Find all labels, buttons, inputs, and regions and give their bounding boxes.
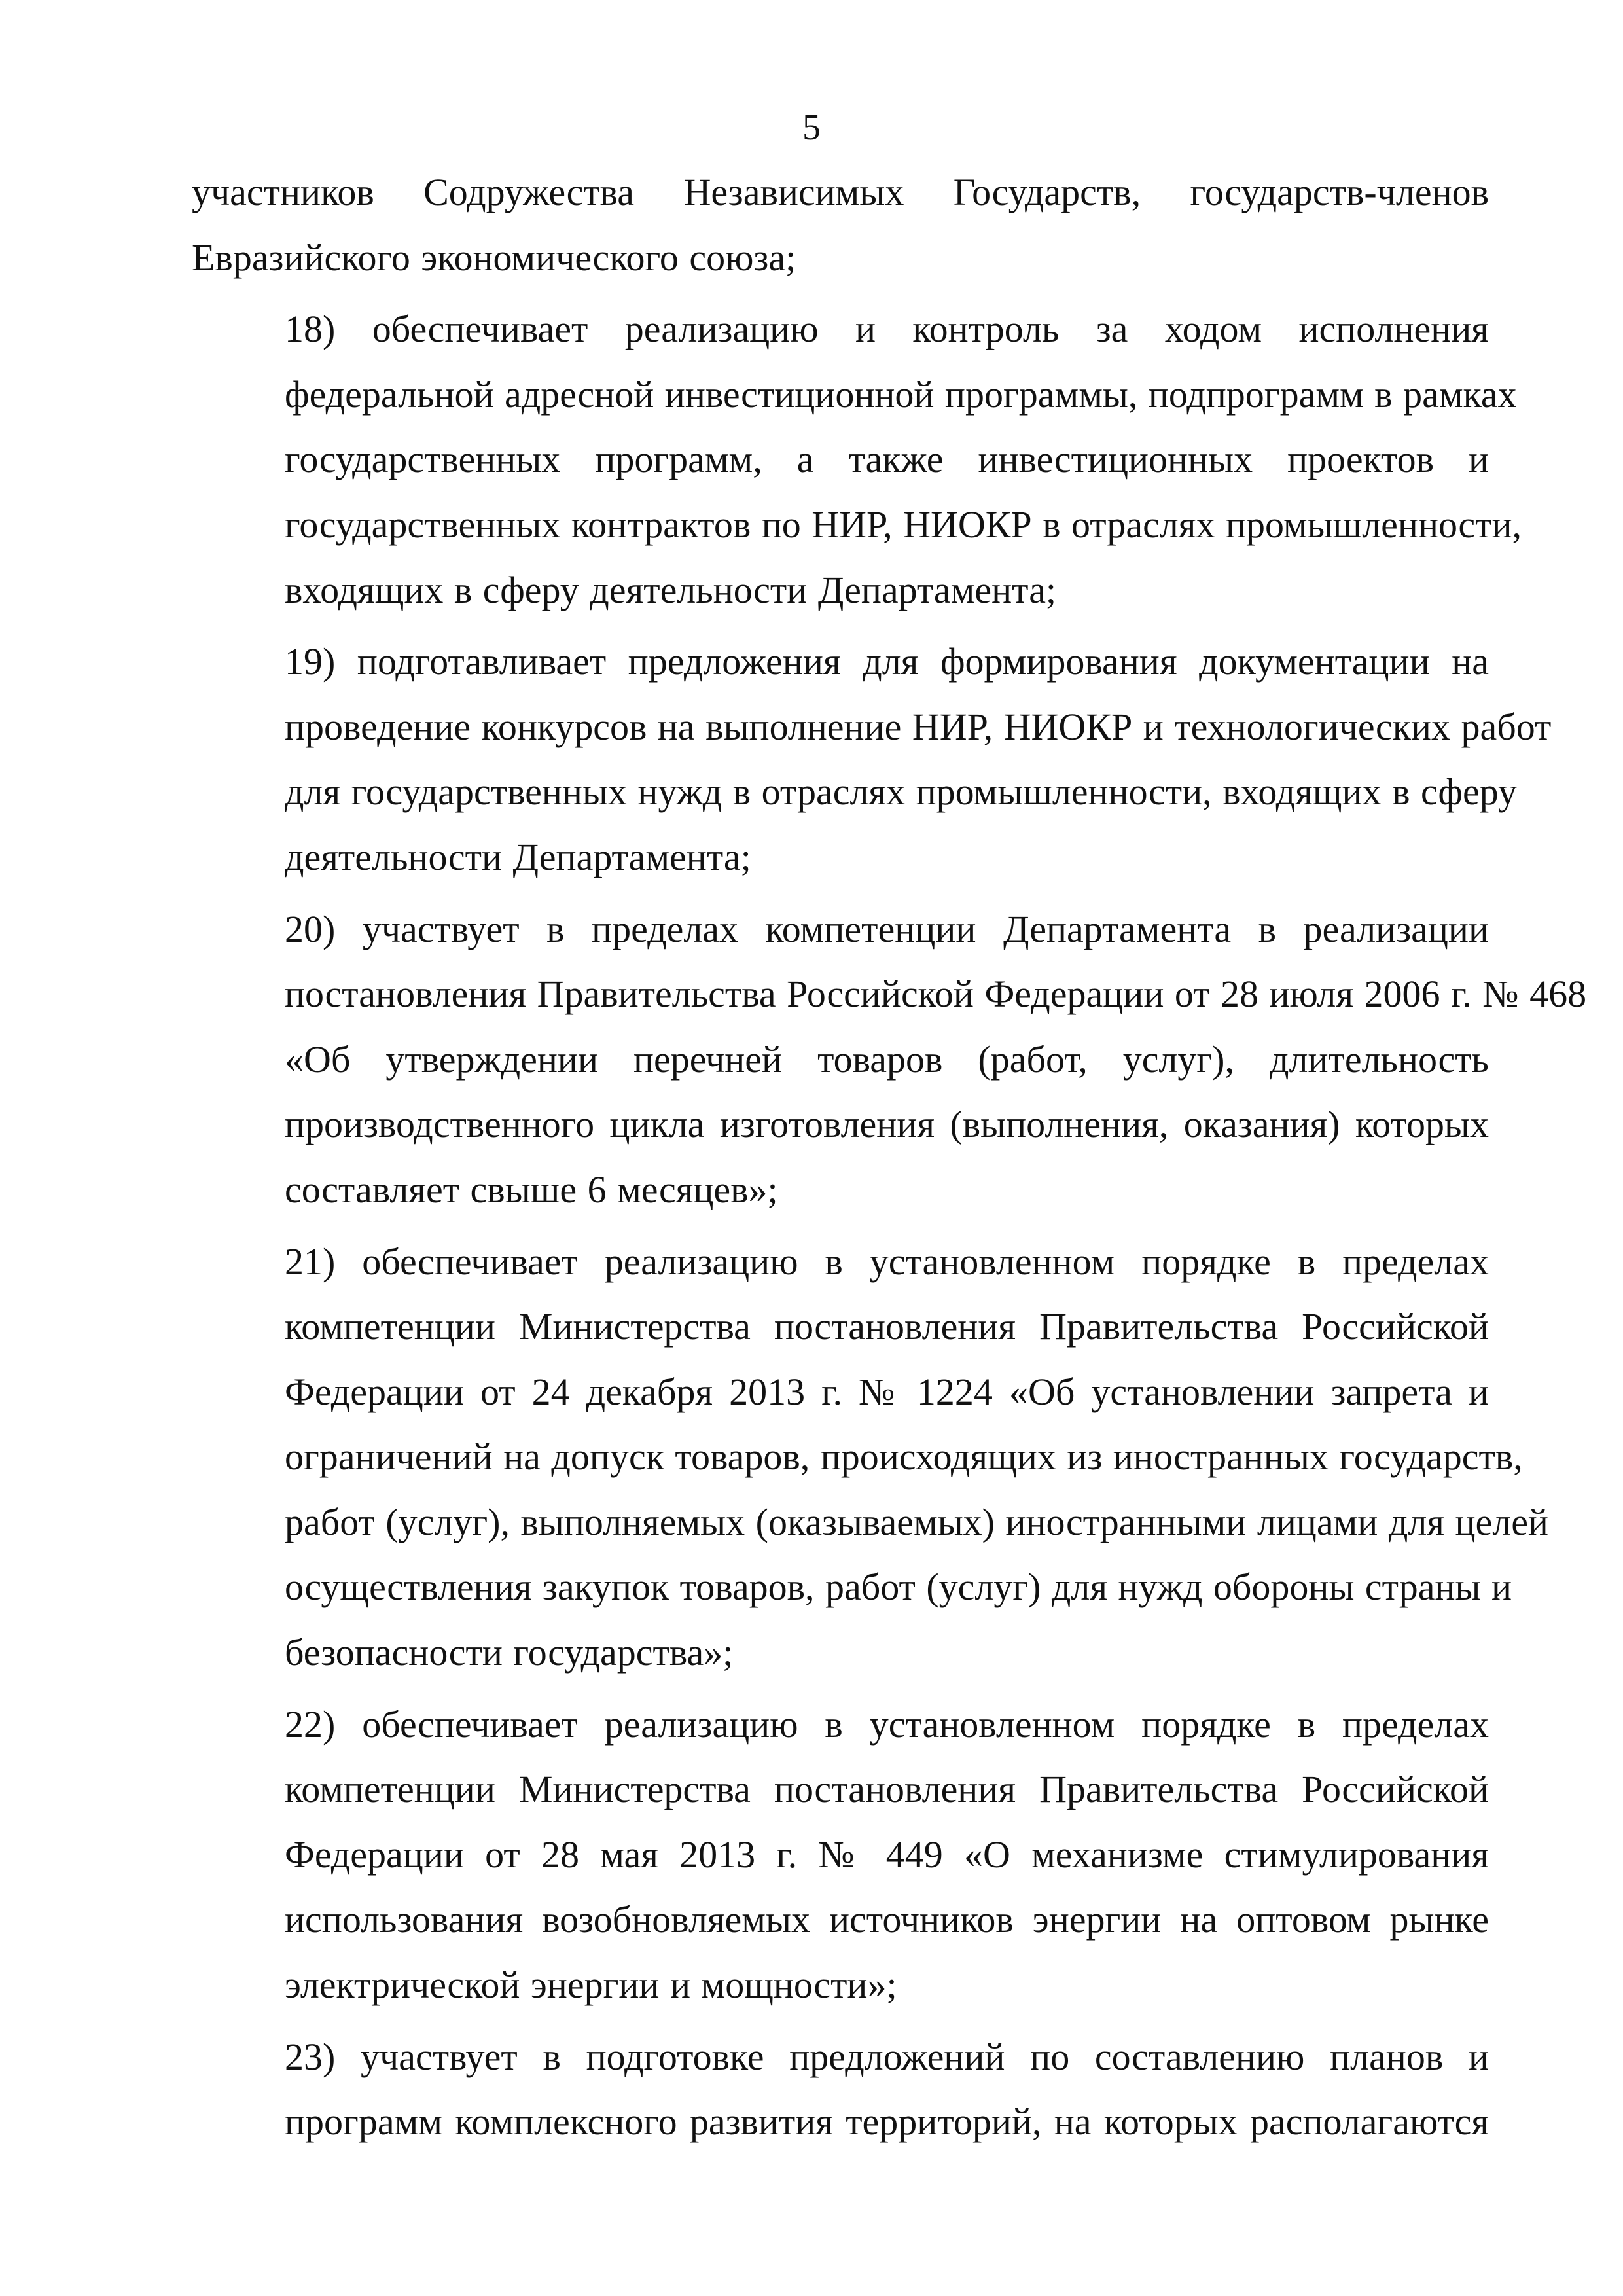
text-line: 23) участвует в подготовке предложений по составлению планов и [285, 2035, 1489, 2078]
paragraph-item-23 [192, 2024, 1489, 2155]
text-line: работ (услуг), выполняемых (оказываемых) иностранными лицами для целей [285, 1500, 1548, 1543]
text-line: входящих в сферу деятельности Департамента; [285, 568, 1057, 611]
text-line: 18) обеспечивает реализацию и контроль за ходом исполнения [285, 308, 1489, 351]
text-line: деятельности Департамента; [285, 835, 751, 878]
paragraph-continuation [192, 160, 1489, 290]
paragraph-item-22 [192, 1692, 1489, 2018]
text-line: электрической энергии и мощности»; [285, 1964, 897, 2007]
page-number: 5 [802, 107, 821, 148]
text-line: осуществления закупок товаров, работ (услуг) для нужд обороны страны и [285, 1566, 1512, 1609]
text-line: постановления Правительства Российской Федерации от 28 июля 2006 г. № 468 [285, 973, 1587, 1016]
paragraph-item-18 [192, 296, 1522, 622]
text-line: использования возобновляемых источников энергии на оптовом рынке [285, 1898, 1489, 1941]
text-line: федеральной адресной инвестиционной программы, подпрограмм в рамках [285, 372, 1517, 416]
text-line: безопасности государства»; [285, 1631, 734, 1674]
text-line: участников Содружества Независимых Государств, государств-членов [192, 171, 1489, 213]
text-line: государственных контрактов по НИР, НИОКР в отраслях промышленности, [285, 503, 1522, 546]
paragraph-item-21 [192, 1229, 1548, 1685]
text-line: 22) обеспечивает реализацию в установленном порядке в пределах [285, 1702, 1489, 1746]
paragraph-item-20 [192, 897, 1587, 1223]
text-line: государственных программ, а также инвестиционных проектов и [285, 438, 1489, 481]
text-line: «Об утверждении перечней товаров (работ, услуг), длительность [285, 1037, 1489, 1081]
text-line: Евразийского экономического союза; [192, 236, 796, 279]
text-line: для государственных нужд в отраслях промышленности, входящих в сферу [285, 770, 1517, 814]
paragraph-item-19 [192, 629, 1552, 889]
document-body [192, 160, 1587, 2161]
text-line: 20) участвует в пределах компетенции Департамента в реализации [285, 907, 1489, 950]
text-line: программ комплексного развития территорий, на которых располагаются [285, 2100, 1489, 2144]
text-line: 21) обеспечивает реализацию в установленном порядке в пределах [285, 1240, 1489, 1283]
text-line: проведение конкурсов на выполнение НИР, НИОКР и технологических работ [285, 705, 1552, 748]
text-line: 19) подготавливает предложения для формирования документации на [285, 640, 1489, 683]
text-line: Федерации от 28 мая 2013 г. № 449 «О механизме стимулирования [285, 1833, 1489, 1876]
text-line: Федерации от 24 декабря 2013 г. № 1224 «Об установлении запрета и [285, 1370, 1489, 1413]
text-line: компетенции Министерства постановления Правительства Российской [285, 1768, 1489, 1811]
text-line: ограничений на допуск товаров, происходящих из иностранных государств, [285, 1435, 1523, 1479]
text-line: компетенции Министерства постановления Правительства Российской [285, 1305, 1489, 1348]
text-line: производственного цикла изготовления (выполнения, оказания) которых [285, 1103, 1489, 1146]
text-line: составляет свыше 6 месяцев»; [285, 1168, 778, 1211]
